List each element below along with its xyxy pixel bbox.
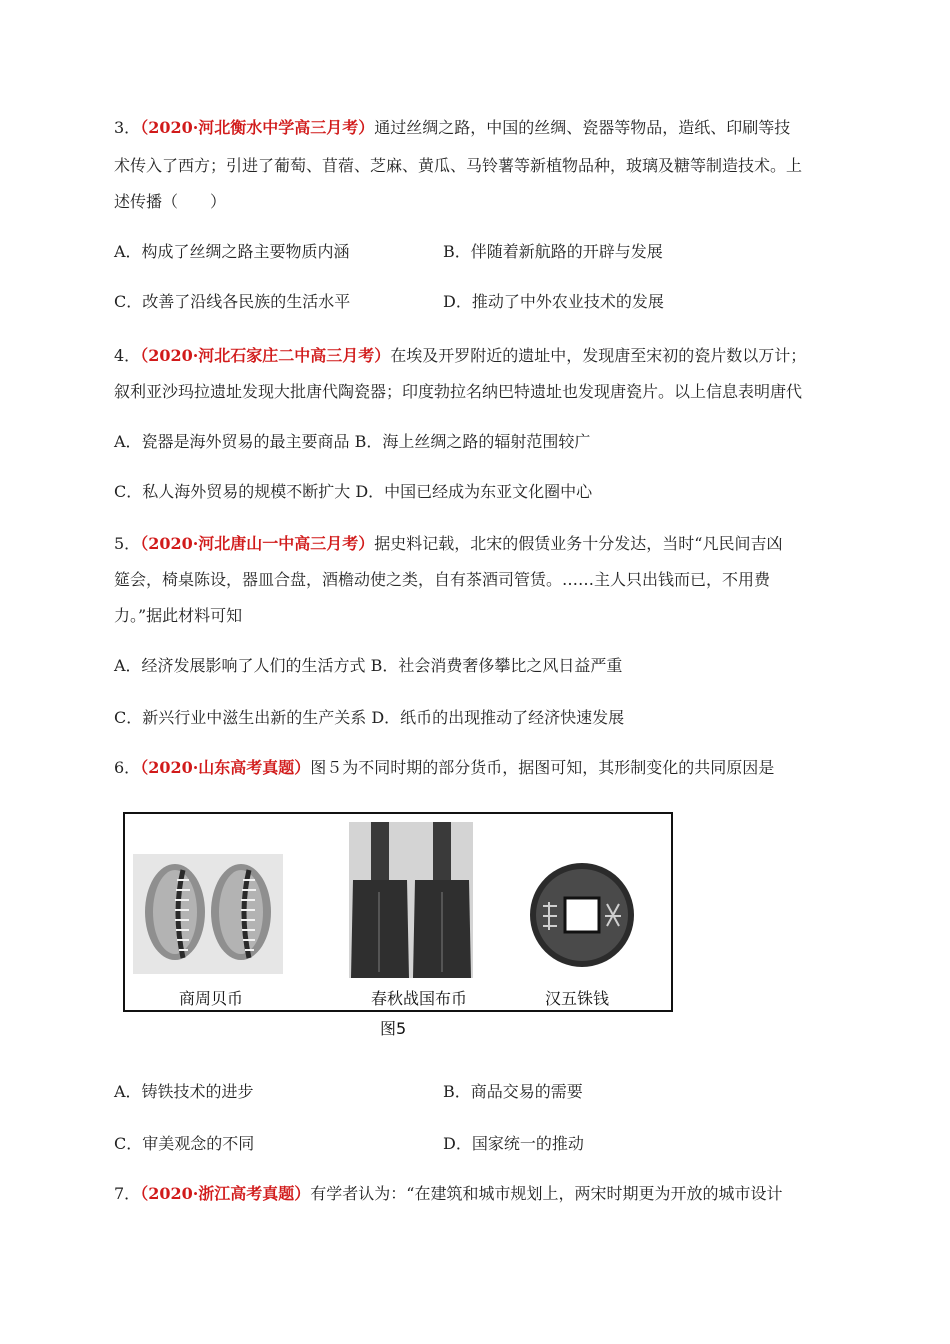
wuzhu-coin-image (527, 860, 637, 970)
q6-option-a: A．铸铁技术的进步 (114, 1082, 254, 1101)
q6-stem-1: 图５为不同时期的部分货币，据图可知，其形制变化的共同原因是 (310, 758, 775, 777)
q3-option-c: C．改善了沿线各民族的生活水平 (114, 292, 351, 311)
q5-source: （2020·河北唐山一中高三月考） (140, 534, 375, 553)
q6-number: 6． (114, 758, 141, 777)
q5-stem-2: 筵会，椅桌陈设，器皿合盘，酒檐动使之类，自有茶酒司管赁。……主人只出钱而已，不用费 (114, 570, 771, 589)
q3-stem-1: 通过丝绸之路，中国的丝绸、瓷器等物品，造纸、印刷等技 (374, 118, 791, 137)
q3-stem-2: 术传入了西方；引进了葡萄、苜蓿、芝麻、黄瓜、马铃薯等新植物品种，玻璃及糖等制造技术。上 (114, 156, 803, 175)
q7-stem-1: 有学者认为：“在建筑和城市规划上，两宋时期更为开放的城市设计 (310, 1184, 783, 1203)
q6-option-c: C．审美观念的不同 (114, 1134, 255, 1153)
q5-line1 (114, 534, 782, 554)
q5-stem-1: 据史料记载，北宋的假赁业务十分发达，当时“凡民间吉凶 (374, 534, 783, 553)
currency-figure (123, 812, 673, 1012)
q5-options-ab: A．经济发展影响了人们的生活方式 B．社会消费奢侈攀比之风日益严重 (114, 656, 623, 675)
q3-option-b: B．伴随着新航路的开辟与发展 (443, 242, 663, 261)
q4-options-ab: A．瓷器是海外贸易的最主要商品 B．海上丝绸之路的辐射范围较广 (114, 432, 591, 451)
q7-number: 7． (114, 1184, 141, 1203)
q4-options-cd: C．私人海外贸易的规模不断扩大 D．中国已经成为东亚文化圈中心 (114, 482, 593, 501)
q6-option-b: B．商品交易的需要 (443, 1082, 583, 1101)
q4-source: （2020·河北石家庄二中高三月考） (140, 346, 391, 365)
q5-number: 5． (114, 534, 141, 553)
spade-coin-image (349, 822, 473, 978)
q3-line1 (114, 118, 790, 138)
q6-line1 (114, 758, 774, 778)
q7-source: （2020·浙江高考真题） (140, 1184, 311, 1203)
spade-coin-caption: 春秋战国布币 (371, 989, 468, 1008)
q6-option-d: D．国家统一的推动 (443, 1134, 584, 1153)
q3-option-a: A．构成了丝绸之路主要物质内涵 (114, 242, 350, 261)
shell-coin-caption: 商周贝币 (179, 989, 244, 1008)
q3-number: 3． (114, 118, 141, 137)
q7-line1 (114, 1184, 782, 1204)
q4-stem-1: 在埃及开罗附近的遗址中，发现唐至宋初的瓷片数以万计； (390, 346, 807, 365)
q3-source: （2020·河北衡水中学高三月考） (140, 118, 375, 137)
q6-source: （2020·山东高考真题） (140, 758, 311, 777)
q4-line1 (114, 346, 806, 366)
q4-number: 4． (114, 346, 141, 365)
q5-stem-3: 力。”据此材料可知 (114, 606, 243, 625)
wuzhu-coin-caption: 汉五铢钱 (545, 989, 610, 1008)
q4-stem-2: 叙利亚沙玛拉遗址发现大批唐代陶瓷器；印度勃拉名纳巴特遗址也发现唐瓷片。以上信息表明唐代 (114, 382, 803, 401)
shell-coin-image (133, 854, 283, 974)
q3-option-d: D．推动了中外农业技术的发展 (443, 292, 664, 311)
q5-options-cd: C．新兴行业中滋生出新的生产关系 D．纸币的出现推动了经济快速发展 (114, 708, 625, 727)
figure-label: 图5 (380, 1019, 407, 1038)
q3-stem-3: 述传播（ ） (114, 192, 227, 211)
